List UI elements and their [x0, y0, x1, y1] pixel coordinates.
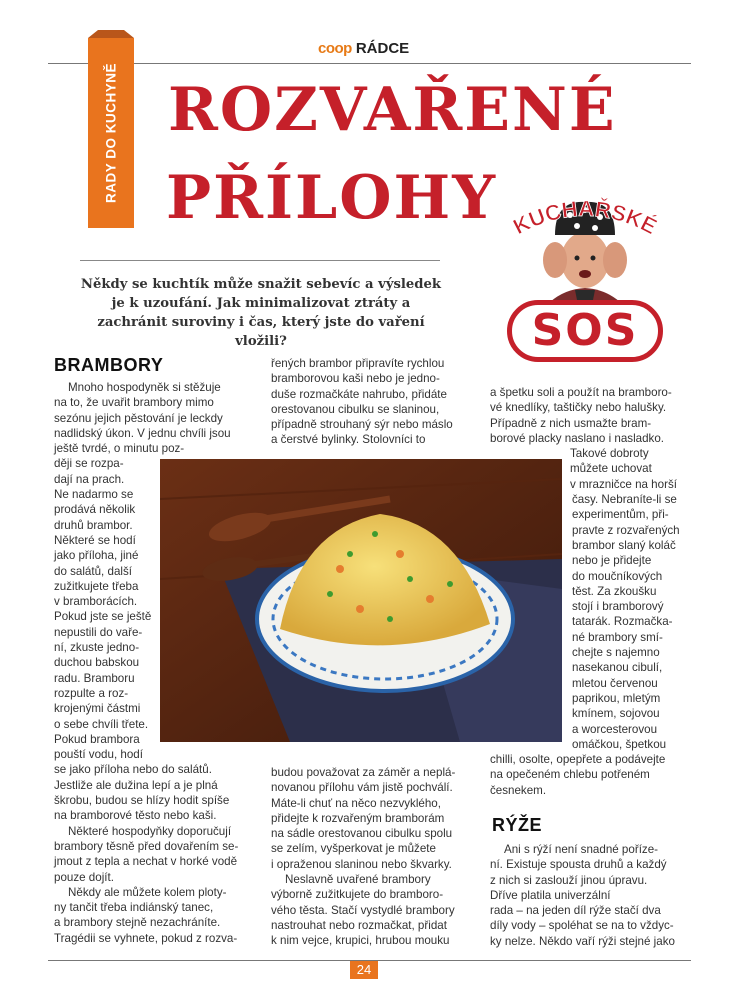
text-line: díly vody – spoléhat se na to vždyc-: [490, 919, 674, 933]
text-line: bramborovou kaši nebo je jedno-: [271, 372, 440, 386]
text-line: druhů brambor.: [54, 518, 133, 532]
text-line: řených brambor připravíte rychlou: [271, 357, 445, 370]
text-line: rozpulte a roz-: [54, 686, 129, 700]
text-line: orestovanou cibulku se slaninou,: [271, 402, 440, 416]
title-line-2: PŘÍLOHY: [166, 163, 498, 233]
text-line: duchou babskou: [54, 656, 140, 670]
intro-text: Někdy se kuchtík může snažit sebevíc a výsledek je k uzoufání. Jak minimalizovat ztráty a zachránit suroviny i čas, který jste do vaření vložili?: [80, 277, 442, 349]
ribbon-label: RADY DO KUCHYNĚ: [103, 62, 119, 204]
page-number: 24: [350, 961, 378, 979]
text-line: jmout z tepla a nechat v horké vodě: [54, 855, 238, 869]
text-line: těst. Za zkoušku: [572, 584, 657, 598]
text-line: ny tančit třeba indiánský tanec,: [54, 901, 214, 915]
text-line: stojí i bramborový: [572, 600, 664, 614]
text-line: a worcesterovou: [572, 722, 658, 736]
text-line: kmínem, sojovou: [572, 707, 660, 721]
text-line: na opečeném chlebu potřeném: [490, 768, 650, 782]
magazine-name: RÁDCE: [355, 39, 410, 57]
text-line: tatarák. Rozmačka-: [572, 615, 673, 629]
article-column-2-bottom: [271, 765, 476, 949]
text-line: Mnoho hospodyněk si stěžuje: [68, 381, 221, 394]
text-line: prodává několik: [54, 503, 136, 517]
text-line: Někdy ale můžete kolem ploty-: [68, 885, 227, 899]
text-line: a čerstvé bylinky. Stolovníci to: [271, 433, 426, 447]
article-column-2-top: [271, 356, 476, 448]
text-line: né brambory smí-: [572, 630, 663, 644]
kucharske-label: KUCHAŘSKÉ: [509, 195, 662, 240]
svg-text:KUCHAŘSKÉ: [509, 196, 661, 239]
ribbon-fold-icon: [88, 30, 134, 42]
text-line: Dříve platila univerzální: [490, 888, 611, 902]
text-line: mletou červenou: [572, 676, 658, 690]
text-line: Takové dobroty: [570, 447, 649, 461]
intro-divider: [80, 260, 440, 261]
text-line: nebo je přidejte: [572, 554, 652, 568]
text-line: brambor slaný koláč: [572, 538, 676, 552]
text-line: novanou přílohu vám jistě pochválí.: [271, 781, 453, 795]
header-brand: [318, 39, 409, 57]
text-line: přidejte k rozvařeným bramborám: [271, 811, 445, 825]
text-line: ky nelze. Někdo vaří rýži stejné jako: [490, 934, 675, 948]
text-line: zužitkujete třeba: [54, 579, 139, 593]
text-line: nepustili do vaře-: [54, 625, 143, 639]
text-line: z nich si zaslouží jinou úpravu.: [490, 873, 648, 887]
text-line: omáčkou, špetkou: [572, 737, 667, 751]
text-line: jako příloha, jiné: [54, 549, 139, 563]
text-line: pouze dojít.: [54, 870, 114, 884]
text-line: pravte z rozvařených: [572, 523, 680, 537]
text-line: v bramborácích.: [54, 595, 138, 609]
text-line: Pokud jste se ještě: [54, 610, 152, 624]
text-line: vého těsta. Stačí vystydlé brambory: [271, 903, 455, 917]
text-line: Ne nadarmo se: [54, 488, 134, 502]
kucharske-arc: [485, 190, 685, 260]
text-line: krojenými částmi: [54, 702, 141, 716]
text-line: ještě tvrdé, o minutu poz-: [54, 442, 185, 456]
text-line: budou považovat za záměr a neplá-: [271, 766, 456, 779]
text-line: o sebe chvíli třete.: [54, 717, 149, 731]
text-line: Tragédii se vyhnete, pokud z rozva-: [54, 931, 238, 945]
text-line: Některé se hodí: [54, 533, 136, 547]
text-line: Neslavně uvařené brambory: [285, 873, 431, 887]
text-line: Pokud brambora: [54, 732, 140, 746]
text-line: Máte-li chuť na něco nezvyklého,: [271, 796, 441, 810]
text-line: česnekem.: [490, 783, 547, 797]
text-line: v mrazničce na horší: [570, 477, 677, 491]
text-line: a brambory stejně nezachráníte.: [54, 916, 221, 930]
text-line: výborně zužitkujete do bramboro-: [271, 888, 444, 902]
coop-logo: coop: [318, 39, 352, 57]
text-line: brambory těsně před dovařením se-: [54, 839, 239, 853]
text-line: do moučníkových: [572, 569, 663, 583]
text-line: k nim vejce, krupici, hrubou mouku: [271, 934, 450, 948]
section-ribbon: [88, 38, 134, 228]
text-line: pouští vodu, hodí: [54, 748, 143, 762]
text-line: a špetku soli a použít na bramboro-: [490, 386, 672, 399]
text-line: Jestliže ale dužina lepí a je plná: [54, 778, 218, 792]
text-line: na bramborové těsto nebo kaši.: [54, 809, 217, 823]
text-line: rada – na jeden díl rýže stačí dva: [490, 904, 661, 918]
text-line: na sádle orestovanou cibulku spolu: [271, 827, 453, 841]
header-divider: [48, 63, 691, 64]
text-line: nastrouhat nebo rozmačkat, přidat: [271, 918, 447, 932]
text-line: i opraženou slaninou nebo škvarky.: [271, 857, 452, 871]
text-line: škrobu, budou se hlízy hodit spíše: [54, 794, 230, 808]
heading-ryze: RÝŽE: [492, 815, 543, 835]
kucharske-sos-badge: [485, 190, 685, 370]
food-photo-illustration: [160, 459, 562, 742]
text-line: borové placky naslano i nasladko.: [490, 431, 665, 445]
title-line-1: ROZVAŘENÉ: [168, 75, 617, 145]
text-line: dají na prach.: [54, 472, 125, 486]
text-line: Některé hospodyňky doporučují: [68, 824, 232, 838]
text-line: můžete uchovat: [570, 462, 652, 476]
text-line: ní, zkuste jedno-: [54, 641, 140, 655]
text-line: chejte s najemno: [572, 646, 660, 660]
text-line: paprikou, mletým: [572, 691, 661, 705]
text-line: se zelím, vyšperkovat je můžete: [271, 842, 436, 856]
heading-brambory: BRAMBORY: [54, 355, 164, 375]
text-line: vé knedlíky, taštičky nebo halušky.: [490, 401, 667, 415]
article-column-3-ryze: [490, 842, 690, 949]
mashed-potatoes-photo: [160, 459, 562, 742]
text-line: ní. Existuje spousta druhů a každý: [490, 858, 667, 872]
sos-label: SOS: [531, 305, 639, 356]
text-line: nadlidský úkon. V jednu chvíli jsou: [54, 426, 231, 440]
text-line: na to, že uvařit brambory mimo: [54, 396, 214, 410]
text-line: do salátů, další: [54, 564, 132, 578]
text-line: duše rozmačkáte nahrubo, přidáte: [271, 387, 447, 401]
sos-pill: [507, 300, 663, 362]
text-line: chilli, osolte, opepřete a podávejte: [490, 753, 666, 767]
text-line: časy. Nebraníte-li se: [572, 493, 677, 507]
text-line: nasekanou cibulí,: [572, 661, 663, 675]
text-line: Případně z nich usmažte bram-: [490, 416, 652, 430]
text-line: radu. Bramboru: [54, 671, 135, 685]
text-line: se jako příloha nebo do salátů.: [54, 763, 212, 777]
text-line: Ani s rýží není snadné poříze-: [504, 843, 659, 856]
text-line: případně strouhaný sýr nebo máslo: [271, 418, 453, 432]
text-line: ději se rozpa-: [54, 457, 124, 471]
text-line: experimentům, při-: [572, 508, 669, 522]
text-line: sezónu jejich pěstování je leckdy: [54, 411, 223, 425]
